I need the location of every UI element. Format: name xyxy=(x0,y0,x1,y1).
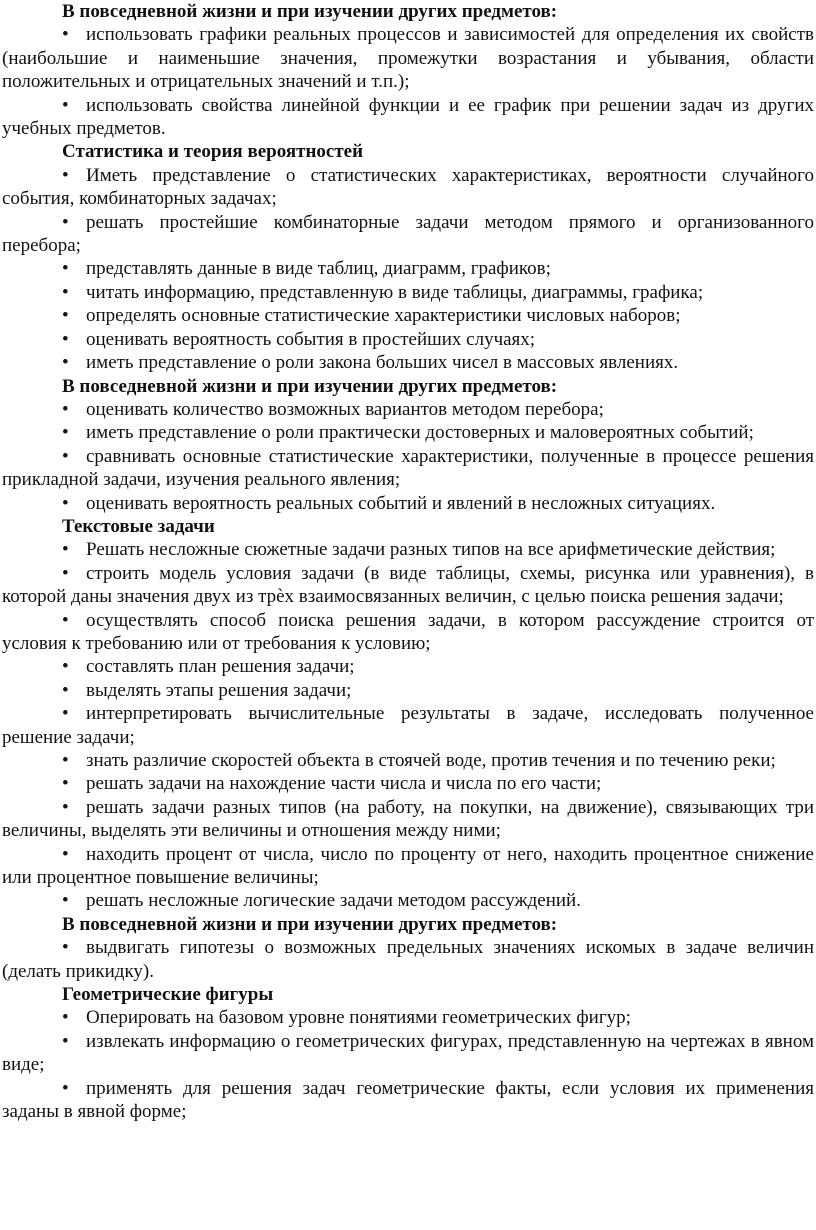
list-item-text: составлять план решения задачи; xyxy=(86,656,355,678)
bullet-icon: • xyxy=(62,422,69,444)
list-item xyxy=(2,257,814,280)
bullet-icon: • xyxy=(62,164,69,186)
bullet-icon: • xyxy=(62,562,69,584)
bullet-icon: • xyxy=(62,750,69,771)
list-item-text: использовать графики реальных процессов и зависимостей для определения их свойств (наибольшие и наименьшие значения, промежутки возрастания и убывания, области положительных и отрицательных значений и т.п.); xyxy=(2,24,814,93)
list-item-text: строить модель условия задачи (в виде таблицы, схемы, рисунка или уравнения), в которой даны значения двух из трѐх взаимосвязанных величин, с целью поиска решения задачи; xyxy=(2,562,814,608)
bullet-icon: • xyxy=(62,24,69,46)
bullet-icon: • xyxy=(62,890,69,912)
bullet-icon: • xyxy=(62,703,69,725)
list-item xyxy=(2,655,814,678)
bullet-icon: • xyxy=(62,211,69,233)
section-heading: Текстовые задачи xyxy=(62,515,215,537)
bullet-icon: • xyxy=(62,843,69,865)
list-item xyxy=(2,23,814,93)
list-item xyxy=(2,281,814,304)
list-item xyxy=(2,445,814,492)
list-item-text: решать несложные логические задачи методом рассуждений. xyxy=(86,890,581,912)
list-item xyxy=(2,1077,814,1124)
bullet-icon: • xyxy=(62,1077,69,1099)
bullet-icon: • xyxy=(62,937,69,959)
bullet-icon: • xyxy=(62,679,69,701)
list-item-text: иметь представление о роли закона больших чисел в массовых явлениях. xyxy=(86,352,679,374)
list-item xyxy=(2,889,814,912)
list-item-text: осуществлять способ поиска решения задачи, в котором рассуждение строится от условия к требованию или от требования к условию; xyxy=(2,609,814,654)
bullet-icon: • xyxy=(62,656,69,678)
list-item-text: Оперировать на базовом уровне понятиями геометрических фигур; xyxy=(86,1007,631,1029)
bullet-icon: • xyxy=(62,305,69,327)
list-item xyxy=(2,843,814,890)
bullet-icon: • xyxy=(62,94,69,116)
bullet-icon: • xyxy=(62,773,69,795)
bullet-icon: • xyxy=(62,796,69,818)
list-item-text: Решать несложные сюжетные задачи разных типов на все арифметические действия; xyxy=(86,539,776,561)
list-item-text: выдвигать гипотезы о возможных предельных значениях искомых в задаче величин (делать прикидку). xyxy=(2,937,814,982)
section-heading: В повседневной жизни и при изучении других предметов: xyxy=(62,375,558,397)
list-item xyxy=(2,1030,814,1077)
list-item xyxy=(2,164,814,211)
list-item-text: находить процент от числа, число по проценту от него, находить процентное снижение или процентное повышение величины; xyxy=(2,843,814,889)
list-item xyxy=(2,772,814,795)
list-item xyxy=(2,351,814,374)
bullet-icon: • xyxy=(62,1007,69,1029)
list-item xyxy=(2,398,814,421)
bullet-icon: • xyxy=(62,492,69,514)
list-item-text: решать задачи разных типов (на работу, на покупки, на движение), связывающих три величины, выделять эти величины и отношения между ними; xyxy=(2,796,814,842)
list-item-text: определять основные статистические характеристики числовых наборов; xyxy=(86,305,681,327)
list-item xyxy=(2,538,814,561)
list-item-text: применять для решения задач геометрические факты, если условия их применения заданы в явной форме; xyxy=(2,1077,814,1123)
list-item-text: выделять этапы решения задачи; xyxy=(86,679,352,701)
list-item xyxy=(2,749,814,772)
list-item-text: представлять данные в виде таблиц, диаграмм, графиков; xyxy=(86,258,551,280)
list-item xyxy=(2,492,814,515)
list-item-text: решать простейшие комбинаторные задачи методом прямого и организованного перебора; xyxy=(2,211,814,257)
bullet-icon: • xyxy=(62,1030,69,1052)
section-heading: Статистика и теория вероятностей xyxy=(62,141,364,163)
list-item-text: знать различие скоростей объекта в стоячей воде, против течения и по течению реки; xyxy=(86,750,776,771)
section-heading: Геометрические фигуры xyxy=(62,984,274,1006)
list-item xyxy=(2,936,814,983)
list-item-text: извлекать информацию о геометрических фигурах, представленную на чертежах в явном виде; xyxy=(2,1030,814,1076)
list-item xyxy=(2,562,814,609)
bullet-icon: • xyxy=(62,539,69,561)
list-item-text: оценивать количество возможных вариантов методом перебора; xyxy=(86,398,604,420)
list-item xyxy=(2,796,814,843)
bullet-icon: • xyxy=(62,281,69,303)
list-item xyxy=(2,702,814,749)
bullet-icon: • xyxy=(62,445,69,467)
bullet-icon: • xyxy=(62,258,69,280)
section-heading: В повседневной жизни и при изучении других предметов: xyxy=(62,1,558,22)
list-item xyxy=(2,304,814,327)
list-item xyxy=(2,609,814,656)
list-item-text: оценивать вероятность реальных событий и явлений в несложных ситуациях. xyxy=(86,492,716,514)
list-item-text: оценивать вероятность события в простейших случаях; xyxy=(86,328,536,350)
list-item-text: сравнивать основные статистические характеристики, полученные в процессе решения прикладной задачи, изучения реального явления; xyxy=(2,445,814,491)
bullet-icon: • xyxy=(62,328,69,350)
list-item-text: иметь представление о роли практически достоверных и маловероятных событий; xyxy=(86,422,754,444)
list-item-text: читать информацию, представленную в виде таблицы, диаграммы, графика; xyxy=(86,281,704,303)
list-item-text: интерпретировать вычислительные результаты в задаче, исследовать полученное решение задачи; xyxy=(2,703,814,748)
list-item xyxy=(2,421,814,444)
bullet-icon: • xyxy=(62,352,69,374)
list-item xyxy=(2,94,814,141)
section-heading: В повседневной жизни и при изучении других предметов: xyxy=(62,913,558,935)
list-item-text: использовать свойства линейной функции и ее график при решении задач из других учебных предметов. xyxy=(2,94,814,140)
list-item-text: Иметь представление о статистических характеристиках, вероятности случайного события, комбинаторных задачах; xyxy=(2,164,814,210)
list-item xyxy=(2,328,814,351)
bullet-icon: • xyxy=(62,398,69,420)
list-item-text: решать задачи на нахождение части числа и числа по его части; xyxy=(86,773,602,795)
bullet-icon: • xyxy=(62,609,69,631)
list-item xyxy=(2,1006,814,1029)
list-item xyxy=(2,211,814,258)
list-item xyxy=(2,679,814,702)
